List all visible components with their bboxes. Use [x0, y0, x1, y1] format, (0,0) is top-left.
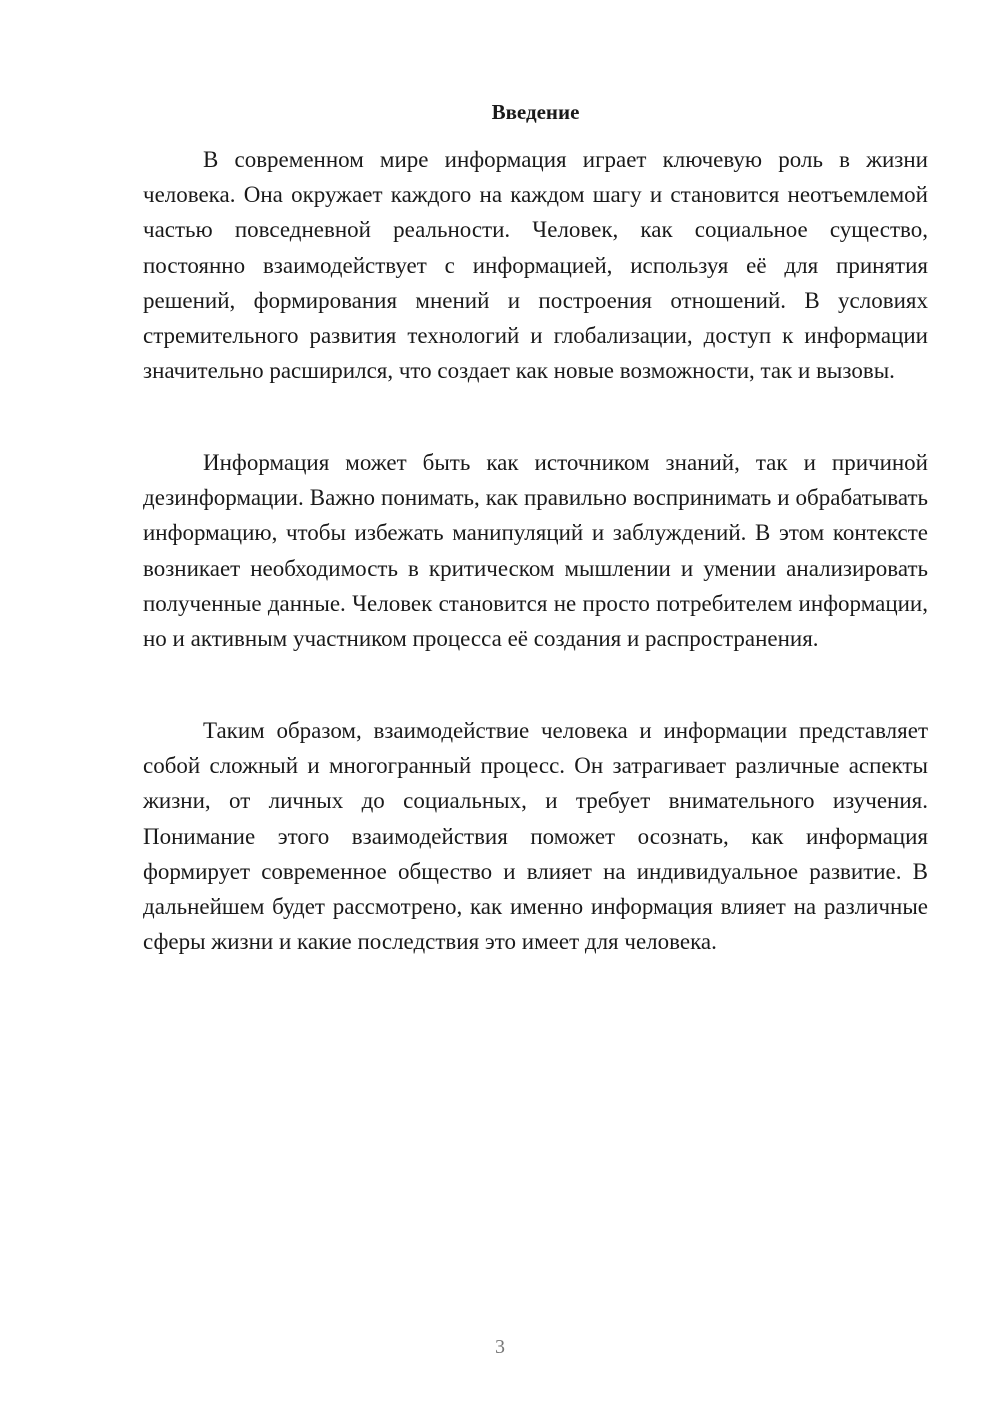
page-number: 3 [495, 1336, 505, 1358]
paragraph-2: Информация может быть как источником знаний, так и причиной дезинформации. Важно понимать, как правильно воспринимать и обрабатывать информацию, чтобы избежать манипуляций и заблуждений. В этом контексте возникает необходимость в критическом мышлении и умении анализировать полученные данные. Человек становится не просто потребителем информации, но и активным участником процесса её создания и распространения. [143, 450, 928, 652]
page-title: Введение [491, 100, 580, 124]
paragraph-1: В современном мире информация играет ключевую роль в жизни человека. Она окружает каждого на каждом шагу и становится неотъемлемой частью повседневной реальности. Человек, как социальное существо, постоянно взаимодействует с информацией, используя её для принятия решений, формирования мнений и построения отношений. В условиях стремительного развития технологий и глобализации, доступ к информации значительно расширился, что создает как новые возможности, так и вызовы. [143, 147, 928, 384]
paragraph-3: Таким образом, взаимодействие человека и информации представляет собой сложный и многогранный процесс. Он затрагивает различные аспекты жизни, от личных до социальных, и требует внимательного изучения. Понимание этого взаимодействия поможет осознать, как информация формирует современное общество и влияет на индивидуальное развитие. В дальнейшем будет рассмотрено, как именно информация влияет на различные сферы жизни и какие последствия это имеет для человека. [143, 718, 928, 955]
